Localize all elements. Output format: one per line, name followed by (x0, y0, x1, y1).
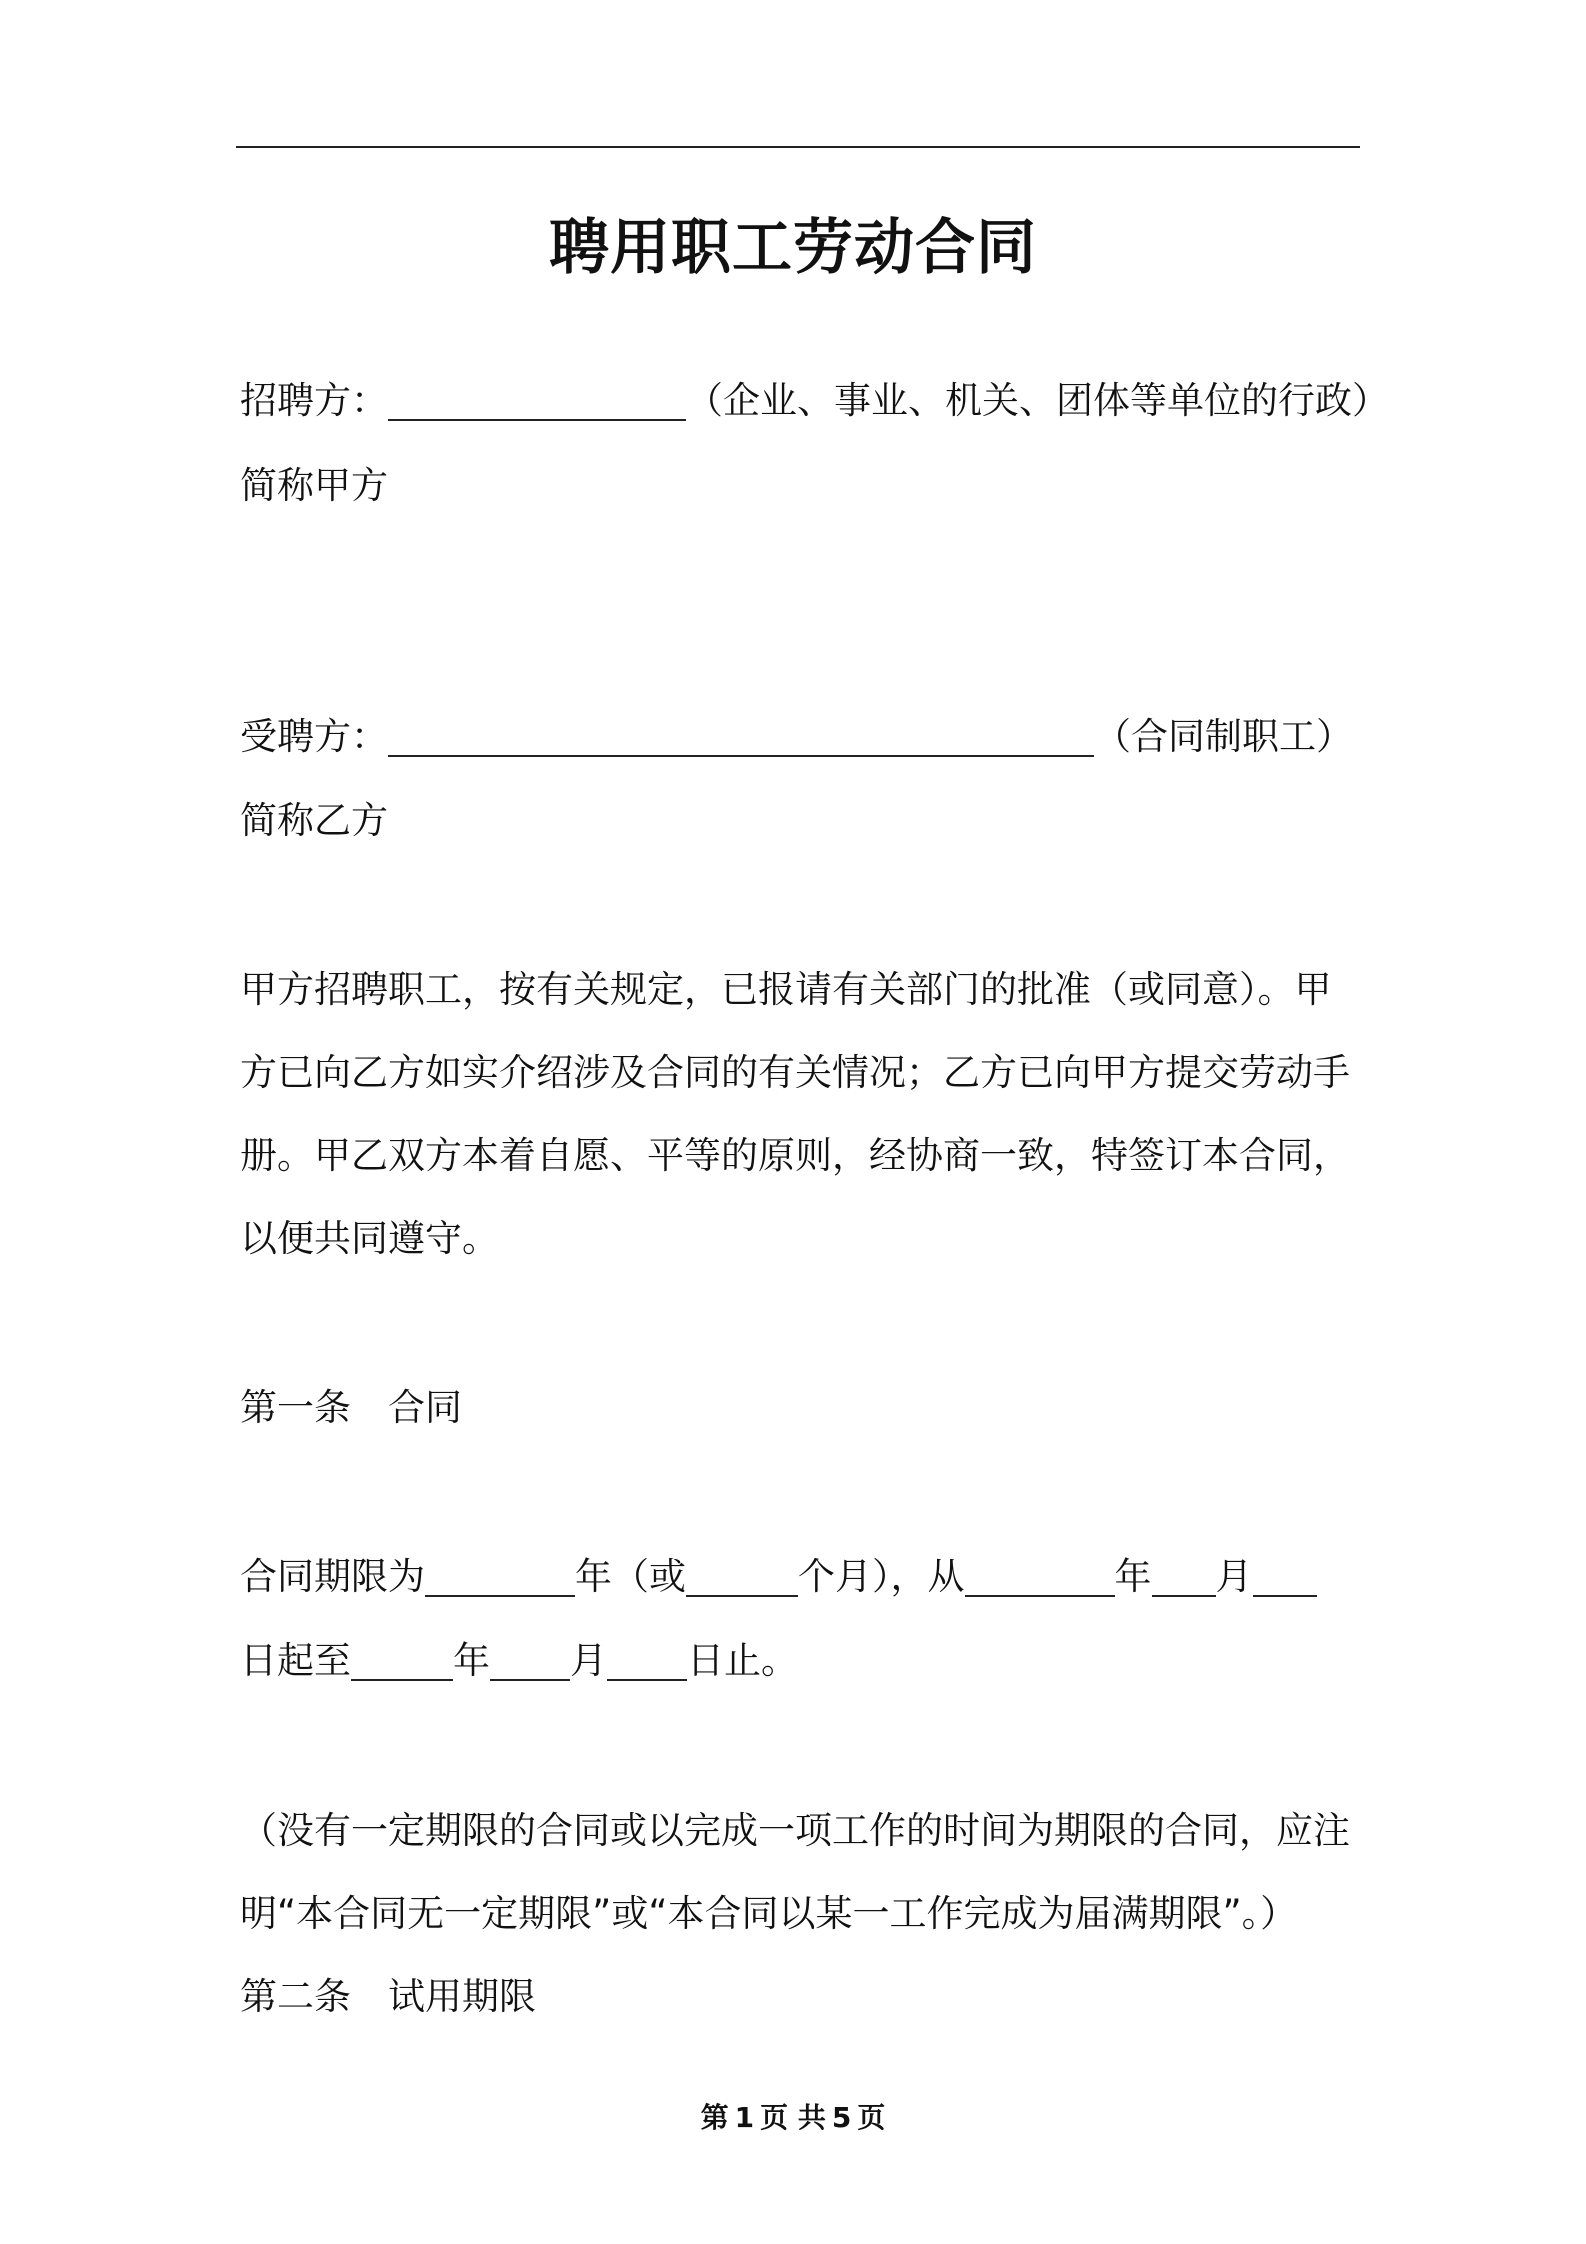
term-months-blank[interactable] (686, 1555, 798, 1597)
article1-note-line-2: 明“本合同无一定期限”或“本合同以某一工作完成为届满期限”。） (240, 1892, 1298, 1935)
article1-heading: 第一条 合同 (240, 1386, 462, 1429)
intro-line-2: 方已向乙方如实介绍涉及合同的有关情况；乙方已向甲方提交劳动手 (240, 1051, 1350, 1094)
term-text: 月 (570, 1639, 607, 1682)
document-title: 聘用职工劳动合同 (549, 213, 1037, 283)
end-year-blank[interactable] (351, 1639, 453, 1681)
article1-note-line-1: （没有一定期限的合同或以完成一项工作的时间为期限的合同，应注 (240, 1809, 1350, 1852)
page-footer (0, 2096, 1586, 2136)
current-page-number: 1 (734, 2101, 755, 2134)
term-text: 月 (1215, 1555, 1253, 1598)
party-a-label: 招聘方： (240, 379, 388, 422)
intro-line-4: 以便共同遵守。 (240, 1217, 499, 1260)
article1-term-line-1 (240, 1552, 1317, 1602)
start-year-blank[interactable] (965, 1555, 1115, 1597)
term-text: 年 (1114, 1555, 1152, 1598)
end-day-blank[interactable] (607, 1639, 687, 1681)
party-a-blank[interactable] (388, 379, 686, 421)
start-month-blank[interactable] (1152, 1555, 1216, 1597)
term-years-blank[interactable] (425, 1555, 575, 1597)
party-a-line (240, 376, 1389, 426)
term-text: 合同期限为 (240, 1555, 425, 1598)
start-day-blank[interactable] (1253, 1555, 1317, 1597)
footer-mid: 页 共 (760, 2101, 826, 2134)
intro-line-3: 册。甲乙双方本着自愿、平等的原则，经协商一致，特签订本合同， (240, 1134, 1350, 1177)
party-b-abbr: 简称乙方 (240, 799, 388, 842)
party-a-abbr: 简称甲方 (240, 464, 388, 507)
end-month-blank[interactable] (490, 1639, 570, 1681)
term-text: 日止。 (687, 1639, 798, 1682)
term-text: 年 (453, 1639, 490, 1682)
footer-suffix: 页 (857, 2101, 886, 2134)
total-pages-number: 5 (831, 2101, 852, 2134)
term-text: 年（或 (575, 1555, 686, 1598)
party-a-note: （企业、事业、机关、团体等单位的行政） (686, 379, 1389, 422)
article1-term-line-2 (240, 1636, 798, 1686)
intro-line-1: 甲方招聘职工，按有关规定，已报请有关部门的批准（或同意）。甲 (240, 968, 1332, 1011)
term-text: 个月），从 (798, 1555, 965, 1598)
party-b-blank[interactable] (388, 715, 1094, 757)
term-text: 日起至 (240, 1639, 351, 1682)
party-b-line (240, 712, 1353, 762)
party-b-note: （合同制职工） (1094, 715, 1353, 758)
party-b-label: 受聘方： (240, 715, 388, 758)
footer-prefix: 第 (700, 2101, 729, 2134)
article2-heading: 第二条 试用期限 (240, 1975, 536, 2018)
header-rule (236, 146, 1360, 148)
